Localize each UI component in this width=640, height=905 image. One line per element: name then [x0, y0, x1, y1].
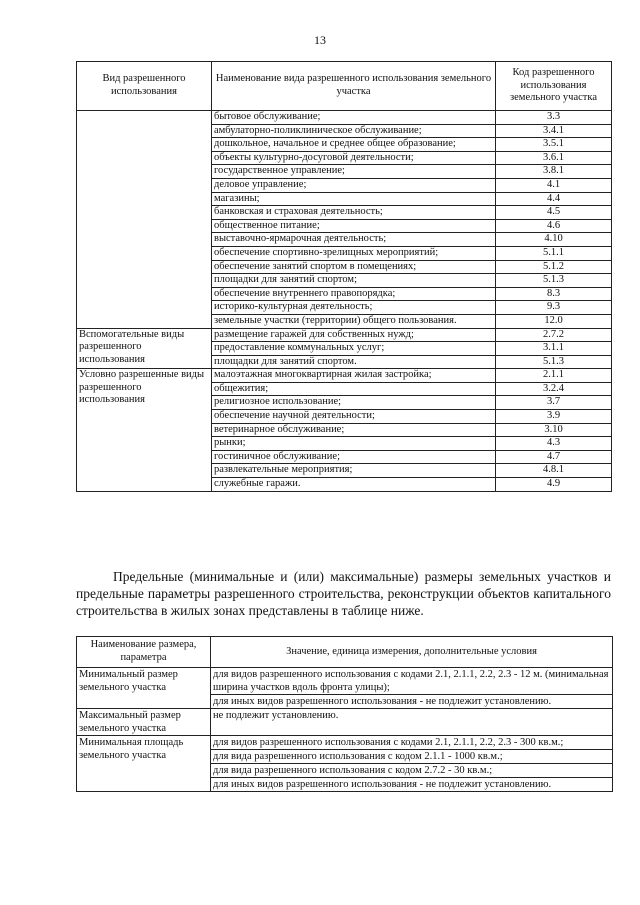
use-name-cell: обеспечение внутреннего правопорядка;	[212, 287, 496, 301]
use-code-cell: 5.1.3	[496, 355, 612, 369]
main-uses-group-cell	[77, 111, 212, 329]
use-code-cell: 4.8.1	[496, 464, 612, 478]
use-code-cell: 3.5.1	[496, 138, 612, 152]
use-name-cell: объекты культурно-досуговой деятельности;	[212, 151, 496, 165]
table-row	[77, 369, 612, 383]
use-code-cell: 5.1.3	[496, 274, 612, 288]
limits-table	[76, 636, 613, 792]
use-name-cell: дошкольное, начальное и среднее общее образование;	[212, 138, 496, 152]
page-number: 13	[314, 33, 326, 47]
min-plot-size-label: Минимальный размер земельного участка	[77, 668, 211, 709]
header-use-type: Вид разрешенного использования	[77, 62, 212, 111]
use-name-cell: гостиничное обслуживание;	[212, 450, 496, 464]
use-code-cell: 4.9	[496, 478, 612, 492]
use-name-cell: развлекательные мероприятия;	[212, 464, 496, 478]
use-code-cell: 2.1.1	[496, 369, 612, 383]
use-name-cell: бытовое обслуживание;	[212, 111, 496, 125]
use-code-cell: 5.1.2	[496, 260, 612, 274]
min-plot-area-value: для иных видов разрешенного использования - не подлежит установлению.	[211, 778, 613, 792]
min-plot-area-label: Минимальная площадь земельного участка	[77, 736, 211, 792]
table-row	[77, 111, 612, 125]
use-name-cell: выставочно-ярмарочная деятельность;	[212, 233, 496, 247]
use-code-cell: 4.1	[496, 178, 612, 192]
use-code-cell: 4.4	[496, 192, 612, 206]
use-name-cell: площадки для занятий спортом.	[212, 355, 496, 369]
max-plot-size-value: не подлежит установлению.	[211, 709, 613, 736]
use-code-cell: 3.1.1	[496, 342, 612, 356]
use-code-cell: 12.0	[496, 314, 612, 328]
use-name-cell: религиозное использование;	[212, 396, 496, 410]
use-code-cell: 4.3	[496, 437, 612, 451]
min-plot-size-value: для иных видов разрешенного использования - не подлежит установлению.	[211, 695, 613, 709]
use-code-cell: 4.5	[496, 206, 612, 220]
use-code-cell: 4.7	[496, 450, 612, 464]
use-code-cell: 5.1.1	[496, 246, 612, 260]
limits-table-body	[77, 668, 613, 792]
use-code-cell: 9.3	[496, 301, 612, 315]
use-code-cell: 2.7.2	[496, 328, 612, 342]
header-parameter-name: Наименование размера, параметра	[77, 637, 211, 668]
min-plot-area-value: для вида разрешенного использования с кодом 2.1.1 - 1000 кв.м.;	[211, 750, 613, 764]
use-code-cell: 3.2.4	[496, 382, 612, 396]
use-name-cell: предоставление коммунальных услуг;	[212, 342, 496, 356]
header-use-code: Код разрешенного использования земельного участка	[496, 62, 612, 111]
use-name-cell: малоэтажная многоквартирная жилая застройка;	[212, 369, 496, 383]
min-plot-area-value: для видов разрешенного использования с кодами 2.1, 2.1.1, 2.2, 2.3 - 300 кв.м.;	[211, 736, 613, 750]
min-plot-size-value: для видов разрешенного использования с кодами 2.1, 2.1.1, 2.2, 2.3 - 12 м. (минимальная ширина участков вдоль фронта улицы);	[211, 668, 613, 695]
header-parameter-value: Значение, единица измерения, дополнительные условия	[211, 637, 613, 668]
min-plot-area-value: для вида разрешенного использования с кодом 2.7.2 - 30 кв.м.;	[211, 764, 613, 778]
use-name-cell: ветеринарное обслуживание;	[212, 423, 496, 437]
use-code-cell: 8.3	[496, 287, 612, 301]
use-name-cell: банковская и страховая деятельность;	[212, 206, 496, 220]
use-name-cell: рынки;	[212, 437, 496, 451]
table-header-row	[77, 62, 612, 111]
use-name-cell: общежития;	[212, 382, 496, 396]
conditional-uses-label: Условно разрешенные виды разрешенного использования	[77, 369, 212, 491]
table-row	[77, 709, 613, 736]
use-code-cell: 3.6.1	[496, 151, 612, 165]
table-header-row	[77, 637, 613, 668]
use-name-cell: общественное питание;	[212, 219, 496, 233]
table-row	[77, 328, 612, 342]
auxiliary-uses-label: Вспомогательные виды разрешенного использования	[77, 328, 212, 369]
use-name-cell: обеспечение научной деятельности;	[212, 410, 496, 424]
use-code-cell: 4.10	[496, 233, 612, 247]
use-name-cell: амбулаторно-поликлиническое обслуживание;	[212, 124, 496, 138]
use-name-cell: магазины;	[212, 192, 496, 206]
use-name-cell: обеспечение занятий спортом в помещениях;	[212, 260, 496, 274]
use-code-cell: 3.9	[496, 410, 612, 424]
use-code-cell: 3.8.1	[496, 165, 612, 179]
use-code-cell: 3.7	[496, 396, 612, 410]
use-name-cell: площадки для занятий спортом;	[212, 274, 496, 288]
header-use-name: Наименование вида разрешенного использования земельного участка	[212, 62, 496, 111]
table-row	[77, 668, 613, 695]
max-plot-size-label: Максимальный размер земельного участка	[77, 709, 211, 736]
use-name-cell: историко-культурная деятельность;	[212, 301, 496, 315]
limits-paragraph: Предельные (минимальные и (или) максимальные) размеры земельных участков и предельные параметры разрешенного строительства, реконструкции объектов капитального строительства в жилых зонах представлены в таблице ниже.	[76, 569, 611, 618]
use-code-cell: 4.6	[496, 219, 612, 233]
use-code-cell: 3.3	[496, 111, 612, 125]
use-name-cell: государственное управление;	[212, 165, 496, 179]
use-code-cell: 3.4.1	[496, 124, 612, 138]
permitted-use-table	[76, 61, 612, 492]
use-name-cell: служебные гаражи.	[212, 478, 496, 492]
use-name-cell: земельные участки (территории) общего пользования.	[212, 314, 496, 328]
use-name-cell: обеспечение спортивно-зрелищных мероприятий;	[212, 246, 496, 260]
use-name-cell: размещение гаражей для собственных нужд;	[212, 328, 496, 342]
table-row	[77, 736, 613, 750]
use-name-cell: деловое управление;	[212, 178, 496, 192]
permitted-use-table-body	[77, 111, 612, 492]
use-code-cell: 3.10	[496, 423, 612, 437]
